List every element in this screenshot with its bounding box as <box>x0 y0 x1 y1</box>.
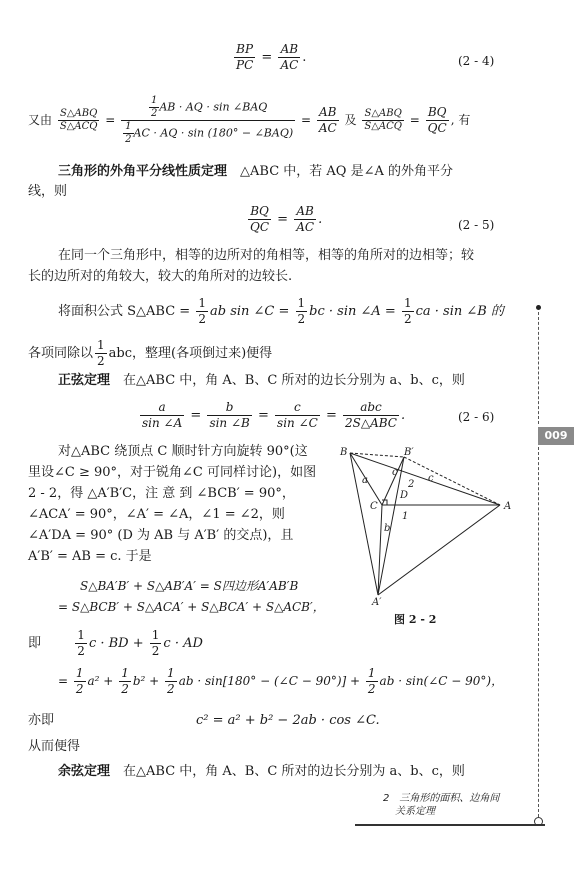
equation-2-5: $\frac{BQ}{QC}$ = $\frac{AB}{AC}$ . <box>250 204 323 234</box>
text-line: 线，则 <box>28 184 68 199</box>
label-Bp: B′ <box>404 447 414 458</box>
fraction: $\frac{1}{2}$ AB · AQ · sin ∠BAQ $\frac{1}{2}$ AC · AQ · sin (180° − ∠BAQ) <box>121 95 295 146</box>
fraction: $\frac{a}{\sin \angle A}$ <box>142 400 183 430</box>
margin-dot <box>536 305 541 310</box>
label-C: C <box>370 501 378 512</box>
label-side-b: b <box>384 523 391 534</box>
fraction: $\frac{\text{abc}}{\text{2S△ABC}}$ <box>344 400 397 430</box>
label-angle-2: 2 <box>408 479 415 490</box>
equation-2-4: $\frac{BP}{PC}$ = $\frac{AB}{AC}$ . <box>236 42 307 72</box>
fraction: $\frac{1}{2}$ <box>367 666 376 696</box>
page-number-tab: 009 <box>538 427 574 445</box>
footer-rule <box>355 824 545 826</box>
proof-line: ∠ACA′ = 90°，∠A′ = ∠A，∠1 = ∠2，则 <box>28 507 285 522</box>
fraction: $\frac{AB}{AC}$ <box>280 42 299 72</box>
theorem-exterior-bisector: 三角形的外角平分线性质定理 △ABC 中，若 AQ 是∠A 的外角平分 <box>58 164 453 179</box>
fraction: $\frac{1}{2}$ <box>297 296 306 326</box>
fraction: $\frac{1}{2}$ <box>151 628 160 658</box>
side-BA <box>350 453 500 505</box>
figure-caption: 图 2 - 2 <box>394 613 437 626</box>
fraction: $\frac{BQ}{QC}$ <box>427 105 447 135</box>
fraction: $\frac{1}{2}$ <box>198 296 206 326</box>
proof-line: ∠A′DA = 90° (D 为 AB 与 A′B′ 的交点)，且 <box>28 528 294 543</box>
fraction: $\frac{\text{S△ABQ}}{\text{S△ACQ}}$ <box>364 108 402 132</box>
area-equation-line: S△BA′B′ + S△AB′A′ = S四边形A′AB′B <box>80 579 299 593</box>
proof-line: 2 - 2，得 △A′B′C，注 意 到 ∠BCB′ = 90°， <box>28 486 295 501</box>
text-line: 从而便得 <box>28 739 81 754</box>
equation-number: (2 - 5) <box>458 218 495 232</box>
fraction: $\frac{c}{\sin \angle C}$ <box>277 400 318 430</box>
segment-BpA <box>404 457 500 505</box>
area-equation-line: = S△BCB′ + S△ACA′ + S△BCA′ + S△ACB′， <box>58 600 325 614</box>
equation-number: (2 - 6) <box>458 410 495 424</box>
theorem-sine: 正弦定理 在△ABC 中，角 A、B、C 所对的边长分别为 a、b、c，则 <box>58 373 465 388</box>
segment-ApA <box>378 505 500 595</box>
fraction: $\frac{AB}{AC}$ <box>318 105 337 135</box>
theorem-cosine: 余弦定理 在△ABC 中，角 A、B、C 所对的边长分别为 a、b、c，则 <box>58 764 465 779</box>
label-side-a: a <box>362 475 368 486</box>
paragraph-line: 在同一个三角形中，相等的边所对的角相等，相等的角所对的边相等；较 <box>58 248 475 263</box>
side-BpAp <box>378 457 404 595</box>
fraction: $\frac{1}{2}$ <box>403 296 412 326</box>
margin-dashed-line <box>538 312 539 424</box>
fraction: $\frac{1}{2}$ <box>77 628 85 658</box>
margin-dashed-line <box>538 447 539 817</box>
running-footer: 2 三角形的面积、边角间 关系定理 <box>383 793 500 817</box>
triangle-rotation-figure <box>338 445 518 605</box>
label-Ap: A′ <box>372 597 382 605</box>
law-of-cosines-equation: c² = a² + b² − 2ab · cos ∠C. <box>196 713 380 728</box>
proof-line: 对△ABC 绕顶点 C 顺时针方向旋转 90°(这 <box>58 444 308 459</box>
label-B: B <box>340 447 348 458</box>
label-D: D <box>400 490 409 501</box>
area-ratio-line: 又由 $\frac{\text{S△ABQ}}{\text{S△ACQ}}$ = $\frac{1}{2}$ AB · AQ · sin ∠BAQ $\frac{1}{2}$ AC · AQ · sin (180° − ∠BAQ) = $\frac{AB}{AC}$ 及 $\frac{\text{S△ABQ}}{\text{S△ACQ}}$ = $\frac{BQ}{QC}$ , 有 <box>28 95 471 145</box>
side-CAp <box>378 505 382 595</box>
fraction: $\frac{1}{2}$ <box>75 666 84 696</box>
proof-line: 里设∠C ≥ 90°，对于锐角∠C 可同样讨论)，如图 <box>28 465 317 480</box>
fraction: $\frac{b}{\sin \angle B}$ <box>209 400 250 430</box>
equation-number: (2 - 4) <box>458 54 495 68</box>
label-side-c: c <box>392 467 398 478</box>
label-yiji: 亦即 <box>28 713 55 728</box>
area-formula-line: 将面积公式 S△ABC = $\frac{1}{2}$ ab sin ∠C = $\frac{1}{2}$ bc · sin ∠A = $\frac{1}{2}$ ca · sin ∠B 的 <box>58 296 504 326</box>
paragraph-line: 长的边所对的角较大，较大的角所对的边较长. <box>28 269 293 284</box>
equation-line: 即 $\frac{1}{2}$ c · BD + $\frac{1}{2}$ c · AD <box>28 628 203 658</box>
proof-line: A′B′ = AB = c. 于是 <box>28 549 152 564</box>
equation-line: = $\frac{1}{2}$ a² + $\frac{1}{2}$ b² + $\frac{1}{2}$ ab · sin[180° − (∠C − 90°)] + $\frac{1}{2}$ ab · sin(∠C − 90°)， <box>58 666 504 696</box>
fraction: $\frac{1}{2}$ <box>167 666 175 696</box>
label-A: A <box>504 501 512 512</box>
fraction: $\frac{BP}{PC}$ <box>236 42 254 72</box>
equation-2-6: $\frac{a}{\sin \angle A}$ = $\frac{b}{\sin \angle B}$ = $\frac{c}{\sin \angle C}$ = $\frac{\text{abc}}{\text{2S△ABC}}$ . <box>142 400 406 430</box>
fraction: $\frac{AB}{AC}$ <box>296 204 315 234</box>
fraction: $\frac{1}{2}$ <box>97 338 105 368</box>
label-side-c: c <box>428 473 434 484</box>
fraction: $\frac{BQ}{QC}$ <box>250 204 270 234</box>
fraction: $\frac{\text{S△ABQ}}{\text{S△ACQ}}$ <box>59 108 98 132</box>
segment-BBp <box>350 453 404 457</box>
text-line: 各项同除以 $\frac{1}{2}$ abc，整理(各项倒过来)便得 <box>28 338 273 368</box>
label-angle-1: 1 <box>402 511 409 522</box>
fraction: $\frac{1}{2}$ <box>121 666 129 696</box>
